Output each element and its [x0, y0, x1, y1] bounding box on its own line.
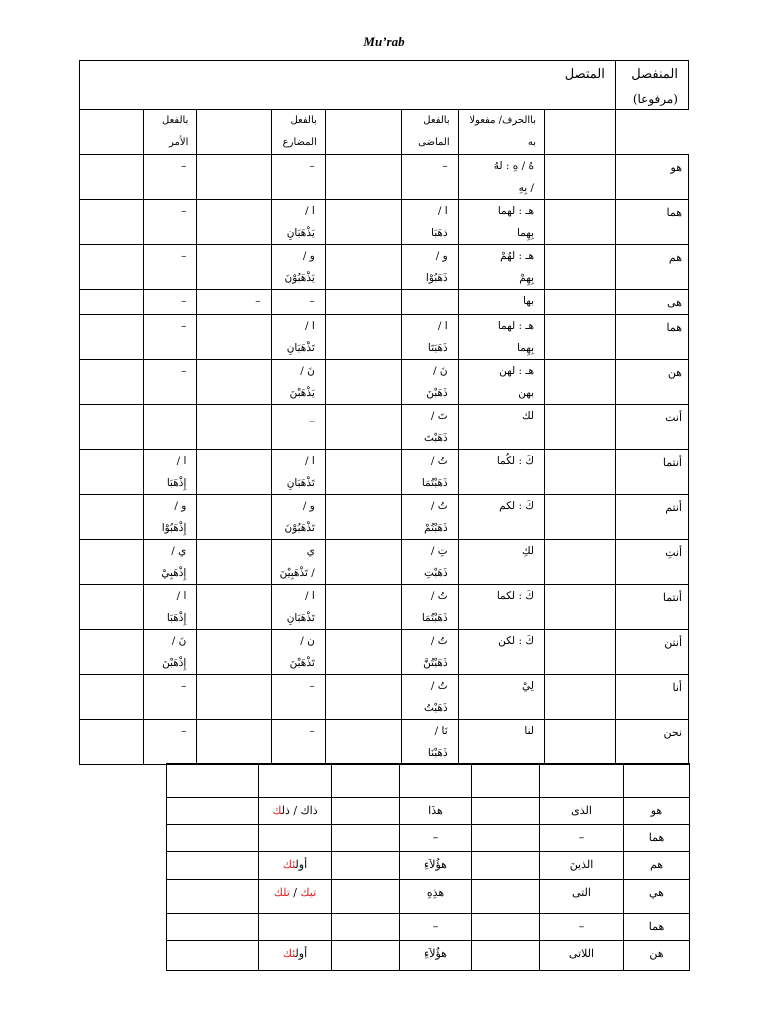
cell-mudari: – — [271, 290, 325, 315]
cell-harf: كَ : لكم — [458, 495, 544, 540]
table-row — [167, 880, 690, 914]
cell-mudari: – — [271, 155, 325, 200]
cell-far — [259, 852, 332, 880]
cell-harf: لنا — [458, 720, 544, 765]
cell-amr: و / إِذْهَبُوْا — [144, 495, 197, 540]
cell-harf: كَ : لكن — [458, 630, 544, 675]
cell-rel: اللاتى — [540, 941, 624, 971]
cell-far — [259, 914, 332, 941]
cell-amr: ا / إِذْهَبَا — [144, 450, 197, 495]
cell-madi: تُ / ذَهَبْتُ — [402, 675, 458, 720]
cell-blank — [325, 720, 401, 765]
cell-far — [259, 880, 332, 914]
far-black: أول — [295, 858, 308, 871]
col-header-harf: باالحرف/ مفعولا به — [458, 110, 544, 155]
cell-pronoun: هن — [615, 360, 688, 405]
cell-blank — [332, 798, 400, 825]
cell-blank — [80, 720, 144, 765]
muttasil-header: المتصل — [80, 61, 616, 110]
cell-blank — [545, 360, 616, 405]
cell-blank — [167, 825, 259, 852]
far-black: أول — [295, 947, 308, 960]
cell-blank — [332, 941, 400, 971]
cell-blank — [80, 245, 144, 290]
cell-madi: تُ / ذَهَبْتُمَا — [402, 450, 458, 495]
cell-mudari: و / تَذْهَبُوْنَ — [271, 495, 325, 540]
cell-pronoun: نحن — [615, 720, 688, 765]
cell-madi: – — [402, 155, 458, 200]
cell-pronoun: هى — [615, 290, 688, 315]
cell-pronoun: أنا — [615, 675, 688, 720]
cell-blank — [325, 360, 401, 405]
cell-extra — [197, 315, 271, 360]
cell-harf: لك — [458, 405, 544, 450]
cell-blank — [545, 290, 616, 315]
col-header-blank — [80, 110, 144, 155]
cell-pronoun: أنتِ — [615, 540, 688, 585]
cell-near: هذَا — [400, 798, 472, 825]
cell-amr: ا / إِذْهَبَا — [144, 585, 197, 630]
cell-amr: – — [144, 315, 197, 360]
cell-madi: نَ / ذَهَبْنَ — [402, 360, 458, 405]
cell-blank — [545, 155, 616, 200]
cell-extra — [197, 200, 271, 245]
cell-mudari: – — [271, 720, 325, 765]
cell-madi — [402, 290, 458, 315]
table-row — [80, 200, 689, 245]
cell-harf: هـ : لهُمْ بِهِمْ — [458, 245, 544, 290]
cell-near: – — [400, 825, 472, 852]
cell-blank — [332, 914, 400, 941]
cell-mudari: ا / تَذْهَبَانِ — [271, 585, 325, 630]
cell-madi: تَ / ذَهَبْتَ — [402, 405, 458, 450]
table-row — [80, 540, 689, 585]
cell-blank — [545, 245, 616, 290]
cell-extra — [197, 245, 271, 290]
cell-pronoun: هي — [624, 880, 690, 914]
cell-blank — [545, 200, 616, 245]
cell-extra — [197, 450, 271, 495]
munfasil-sub: (مرفوعا) — [632, 92, 678, 106]
cell-blank — [472, 852, 540, 880]
cell-amr: ي / إِذْهَبِيْ — [144, 540, 197, 585]
cell-blank — [80, 585, 144, 630]
cell-pronoun: أنتما — [615, 585, 688, 630]
far-black: / — [289, 886, 301, 899]
cell-amr: – — [144, 200, 197, 245]
cell-blank — [80, 290, 144, 315]
cell-blank — [325, 405, 401, 450]
cell-harf: هـ : لهما بِهِما — [458, 200, 544, 245]
col-header-mudari: بالفعل المضارع — [271, 110, 325, 155]
cell-blank — [545, 585, 616, 630]
cell-rel: الذينَ — [540, 852, 624, 880]
table-row — [80, 720, 689, 765]
cell-madi: تِ / ذَهَبْتِ — [402, 540, 458, 585]
cell-blank — [472, 798, 540, 825]
cell-blank — [545, 720, 616, 765]
munfasil-header — [615, 61, 688, 110]
cell-blank — [167, 764, 259, 798]
cell-blank — [80, 630, 144, 675]
cell-blank — [80, 675, 144, 720]
cell-mudari: – — [271, 675, 325, 720]
cell-blank — [80, 495, 144, 540]
cell-pronoun: هن — [624, 941, 690, 971]
cell-harf: لكِ — [458, 540, 544, 585]
cell-blank — [472, 914, 540, 941]
cell-rel: – — [540, 825, 624, 852]
cell-amr: نَ / إِذْهَبْنَ — [144, 630, 197, 675]
cell-blank — [545, 405, 616, 450]
table-row — [80, 405, 689, 450]
cell-mudari: _ — [271, 405, 325, 450]
cell-harf: هـ : لهن بهن — [458, 360, 544, 405]
cell-rel: الذى — [540, 798, 624, 825]
cell-amr — [144, 405, 197, 450]
cell-extra — [197, 155, 271, 200]
cell-extra — [197, 585, 271, 630]
cell-near: هؤُلاَءِ — [400, 852, 472, 880]
cell-pronoun: هما — [624, 825, 690, 852]
cell-amr: – — [144, 290, 197, 315]
table-row — [80, 290, 689, 315]
far-red: تلك — [273, 886, 290, 899]
cell-blank — [80, 405, 144, 450]
far-red-pre: تيك — [300, 886, 317, 899]
cell-blank — [540, 764, 624, 798]
cell-blank — [259, 764, 332, 798]
cell-blank — [167, 880, 259, 914]
table-row — [80, 675, 689, 720]
cell-blank — [167, 798, 259, 825]
table-row — [80, 630, 689, 675]
cell-blank — [400, 764, 472, 798]
cell-extra — [197, 630, 271, 675]
cell-harf: هـ : لهما بِهِما — [458, 315, 544, 360]
cell-extra — [197, 360, 271, 405]
cell-madi: تُ / ذَهَبْتُمَا — [402, 585, 458, 630]
cell-rel: – — [540, 914, 624, 941]
cell-extra — [197, 720, 271, 765]
cell-amr: – — [144, 155, 197, 200]
cell-blank — [624, 764, 690, 798]
cell-blank — [80, 155, 144, 200]
far-red: ك — [272, 804, 282, 817]
cell-madi: ا / ذهَبَا — [402, 200, 458, 245]
cell-extra — [197, 675, 271, 720]
cell-harf: لِيْ — [458, 675, 544, 720]
cell-blank — [80, 315, 144, 360]
cell-extra — [197, 495, 271, 540]
cell-amr: – — [144, 245, 197, 290]
cell-blank — [332, 764, 400, 798]
cell-blank — [332, 880, 400, 914]
table-row — [167, 852, 690, 880]
table-row — [80, 495, 689, 540]
cell-pronoun: هم — [615, 245, 688, 290]
cell-blank — [472, 764, 540, 798]
cell-blank — [167, 941, 259, 971]
col-header-madi: بالفعل الماضى — [402, 110, 458, 155]
page-title: Mu’rab — [363, 34, 405, 49]
cell-pronoun: هما — [615, 315, 688, 360]
cell-blank — [325, 200, 401, 245]
cell-extra — [197, 405, 271, 450]
cell-blank — [545, 540, 616, 585]
cell-mudari: و / يَذْهَبُوْنَ — [271, 245, 325, 290]
cell-amr: – — [144, 675, 197, 720]
cell-extra: – — [197, 290, 271, 315]
table-row — [167, 914, 690, 941]
table-row — [80, 315, 689, 360]
col-header-amr: بالفعل الأمر — [144, 110, 197, 155]
pronoun-table — [79, 60, 689, 765]
far-red: ئك — [282, 858, 296, 871]
cell-blank — [472, 825, 540, 852]
col-header-blank — [325, 110, 401, 155]
cell-blank — [80, 450, 144, 495]
cell-blank — [325, 495, 401, 540]
cell-mudari: ن / تَذْهَبْنَ — [271, 630, 325, 675]
table-row — [80, 585, 689, 630]
munfasil-label: المنفصل — [631, 67, 678, 82]
cell-pronoun: هم — [624, 852, 690, 880]
cell-blank — [80, 540, 144, 585]
cell-blank — [325, 290, 401, 315]
cell-mudari: نَ / يَذْهَبْنَ — [271, 360, 325, 405]
cell-harf: كَ : لكما — [458, 585, 544, 630]
far-black: ذاك / ذل — [281, 804, 318, 817]
cell-blank — [80, 360, 144, 405]
col-header-blank — [197, 110, 271, 155]
cell-near: هؤُلاَءِ — [400, 941, 472, 971]
cell-near: هذِهِ — [400, 880, 472, 914]
cell-madi: نَا / ذَهَبْنَا — [402, 720, 458, 765]
cell-blank — [325, 630, 401, 675]
cell-blank — [325, 155, 401, 200]
cell-near: – — [400, 914, 472, 941]
cell-extra — [197, 540, 271, 585]
cell-mudari: ا / يَذْهَبَانِ — [271, 200, 325, 245]
cell-mudari: ي / تَذْهَبِيْنَ — [271, 540, 325, 585]
cell-blank — [325, 675, 401, 720]
col-header-blank — [545, 110, 616, 155]
table-row — [167, 941, 690, 971]
cell-pronoun: هو — [624, 798, 690, 825]
cell-blank — [325, 245, 401, 290]
table-row — [167, 825, 690, 852]
cell-madi: و / ذَهَبُوْا — [402, 245, 458, 290]
cell-blank — [325, 585, 401, 630]
cell-blank — [325, 540, 401, 585]
cell-amr: – — [144, 720, 197, 765]
far-red: ئك — [282, 947, 296, 960]
table-row — [167, 798, 690, 825]
cell-far — [259, 825, 332, 852]
cell-pronoun: هو — [615, 155, 688, 200]
cell-pronoun: أنتما — [615, 450, 688, 495]
cell-harf: هُ / هِ : لهُ / بِهِ — [458, 155, 544, 200]
table-row — [80, 245, 689, 290]
table-row — [80, 450, 689, 495]
cell-blank — [325, 450, 401, 495]
cell-madi: تُ / ذَهَبْتُمْ — [402, 495, 458, 540]
cell-blank — [545, 495, 616, 540]
cell-blank — [545, 630, 616, 675]
cell-blank — [545, 675, 616, 720]
table-row — [167, 764, 690, 798]
cell-blank — [472, 941, 540, 971]
cell-far — [259, 798, 332, 825]
cell-blank — [80, 200, 144, 245]
cell-pronoun: أنت — [615, 405, 688, 450]
cell-madi: تُ / ذَهَبْتُنَّ — [402, 630, 458, 675]
table-row — [80, 155, 689, 200]
cell-blank — [167, 852, 259, 880]
cell-harf: كَ : لكُما — [458, 450, 544, 495]
cell-madi: ا / ذَهَبَتَا — [402, 315, 458, 360]
cell-harf: بها — [458, 290, 544, 315]
cell-pronoun: هما — [615, 200, 688, 245]
cell-mudari: ا / تَذْهَبَانِ — [271, 450, 325, 495]
demonstrative-table — [166, 763, 690, 971]
cell-far — [259, 941, 332, 971]
cell-blank — [167, 914, 259, 941]
table-row — [80, 360, 689, 405]
cell-pronoun: أنتم — [615, 495, 688, 540]
cell-blank — [332, 825, 400, 852]
cell-pronoun: أنتن — [615, 630, 688, 675]
cell-pronoun: هما — [624, 914, 690, 941]
cell-rel: التى — [540, 880, 624, 914]
cell-mudari: ا / تَذْهَبَانِ — [271, 315, 325, 360]
cell-blank — [325, 315, 401, 360]
cell-blank — [545, 315, 616, 360]
cell-amr: – — [144, 360, 197, 405]
cell-blank — [472, 880, 540, 914]
cell-blank — [545, 450, 616, 495]
cell-blank — [332, 852, 400, 880]
